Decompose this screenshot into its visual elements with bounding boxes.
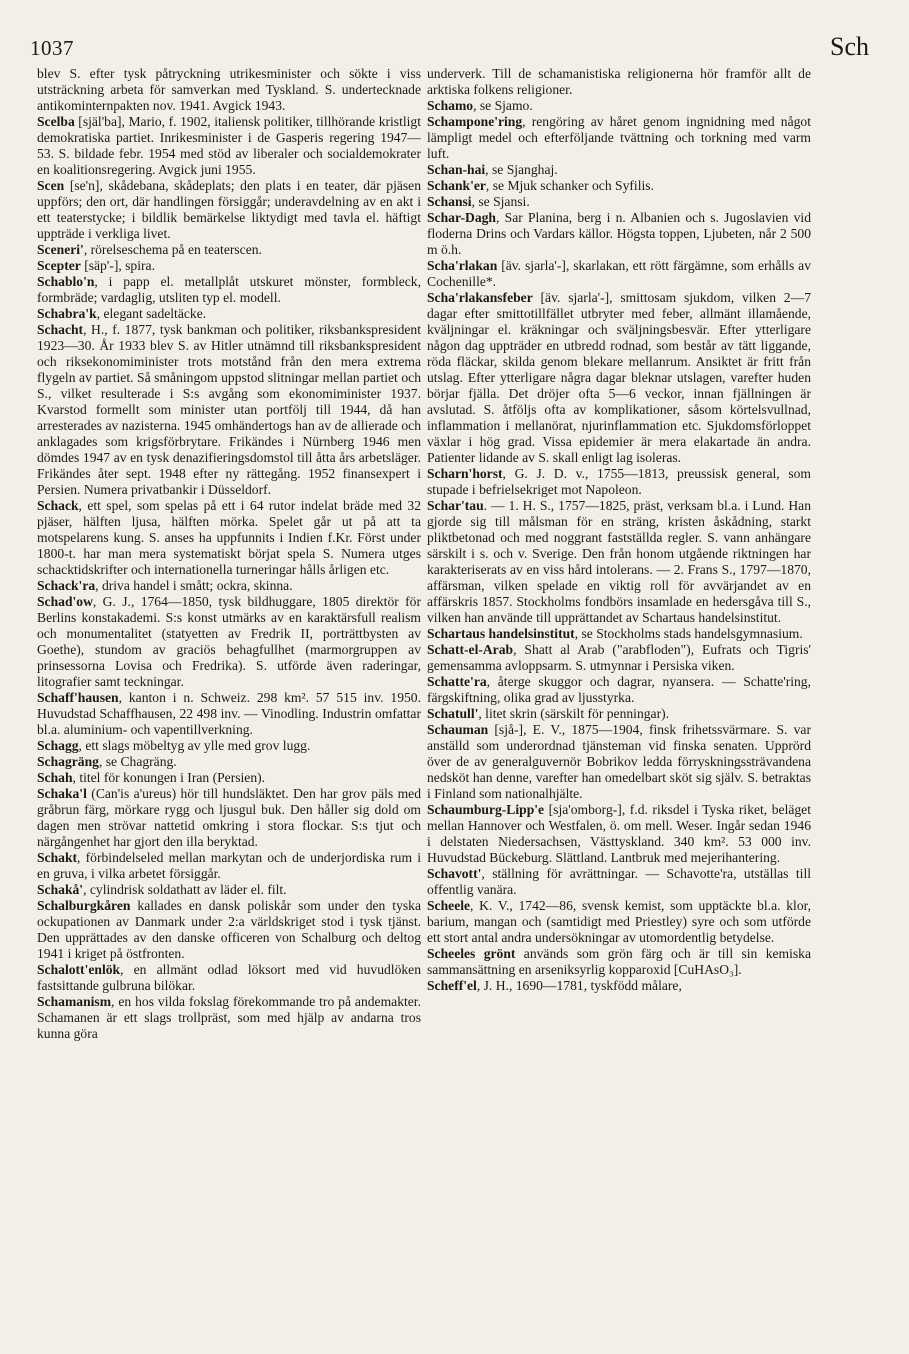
entry-text: , elegant sadeltäcke. bbox=[96, 306, 207, 321]
entry-left-0 bbox=[37, 66, 421, 114]
entry-text: används som grön färg och är till sin kemiska sammansättning en arseniksyrlig kopparoxid [CuHAsO₃]. bbox=[427, 946, 811, 977]
entry-left-19 bbox=[37, 962, 421, 994]
headword: Schank'er bbox=[427, 178, 486, 193]
headword: Schakå' bbox=[37, 882, 84, 897]
headword: Scen bbox=[37, 178, 65, 193]
entry-left-10 bbox=[37, 594, 421, 690]
headword: Schagg bbox=[37, 738, 79, 753]
entry-text: , H., f. 1877, tysk bankman och politiker, riksbankspresident 1923—30. År 1933 blev S. av Hitler utnämnd till riksbankspresident och riksekonomiminister trots motstånd från den mera extrema flygeln av partiet. Så småningom uppstod slitningar mellan partiet och S., vilket resulterade i S:s avgång som ekonomiminister 1937. Kvarstod formellt som minister utan portfölj till 1944, då han arresterades av nazisterna. 1945 omhändertogs han av de allierade och anklagades som krigsförbrytare. Frikändes i Nürnberg 1946 men dömdes 1947 av en tysk denazifieringsdomstol till åtta års arbetsläger. Frikändes åter sept. 1948 efter ny rättegång. 1952 finansexpert i Persien. Numera privatbankir i Düsseldorf. bbox=[37, 322, 421, 497]
entry-left-17 bbox=[37, 882, 421, 898]
entry-right-16 bbox=[427, 802, 811, 866]
left-column bbox=[37, 66, 421, 1346]
entry-right-20 bbox=[427, 978, 811, 994]
headword: Scepter bbox=[37, 258, 81, 273]
running-head: Sch bbox=[830, 32, 869, 61]
entry-text: , rengöring av håret genom ingnidning med något lämpligt medel och efterföljande tvättning och torkning med varm luft. bbox=[427, 114, 811, 161]
headword: Schavott' bbox=[427, 866, 482, 881]
entry-text: [själ'ba], Mario, f. 1902, italiensk politiker, tillhörande kristligt demokratiska partiet. Inrikesminister i de Gasperis regering 1947—53. S. bildade febr. 1954 med stöd av liberaler och socialdemokrater en koalitionsregering. Avgick juni 1955. bbox=[37, 114, 421, 177]
headword: Schalburgkåren bbox=[37, 898, 131, 913]
entry-text: , ställning för avrättningar. — Schavotte'ra, utställas till offentlig vanära. bbox=[427, 866, 811, 897]
entry-left-5 bbox=[37, 274, 421, 306]
entry-text: , ett slags möbeltyg av ylle med grov lugg. bbox=[78, 738, 311, 753]
headword: Schauman bbox=[427, 722, 489, 737]
entry-left-12 bbox=[37, 738, 421, 754]
entry-text: , G. J. D. v., 1755—1813, preussisk general, som stupade i befrielsekriget mot Napoleon. bbox=[427, 466, 811, 497]
headword: Schakt bbox=[37, 850, 78, 865]
headword: Schamo bbox=[427, 98, 474, 113]
entry-text: , se Sjanghaj. bbox=[485, 162, 558, 177]
entry-left-13 bbox=[37, 754, 421, 770]
entry-text: [se'n], skådebana, skådeplats; den plats i en teater, där pjäsen uppförs; den ort, där handlingen försiggår; underavdelning av en akt i ett teaterstycke; i bildlik bemärkelse liktydigt med tavla el. häftigt uppträde i verkliga livet. bbox=[37, 178, 421, 241]
entry-text: , litet skrin (särskilt för penningar). bbox=[478, 706, 670, 721]
headword: Schalott'enlök bbox=[37, 962, 121, 977]
headword: Sceneri' bbox=[37, 242, 84, 257]
headword: Schacht bbox=[37, 322, 84, 337]
entry-text: , driva handel i smått; ockra, skinna. bbox=[95, 578, 293, 593]
headword: Schamanism bbox=[37, 994, 112, 1009]
headword: Schatte'ra bbox=[427, 674, 487, 689]
headword: Schaff'hausen bbox=[37, 690, 119, 705]
headword: Schan-hai bbox=[427, 162, 486, 177]
entry-right-7 bbox=[427, 258, 811, 290]
entry-right-4 bbox=[427, 178, 811, 194]
entry-text: , se Mjuk schanker och Syfilis. bbox=[485, 178, 654, 193]
entry-text: , en hos vilda fokslag förekommande tro på andemakter. Schamanen är ett slags trollpräst, som med hjälp av andarna tros kunna göra bbox=[37, 994, 421, 1041]
entry-right-19 bbox=[427, 946, 811, 978]
headword: Schatt-el-Arab bbox=[427, 642, 514, 657]
headword: Scha'rlakan bbox=[427, 258, 498, 273]
entry-right-10 bbox=[427, 498, 811, 626]
entry-right-3 bbox=[427, 162, 811, 178]
entry-right-8 bbox=[427, 290, 811, 466]
entry-right-2 bbox=[427, 114, 811, 162]
entry-text: , Shatt al Arab ("arabfloden"), Eufrats och Tigris' gemensamma avloppsarm. S. utmynnar i Persiska viken. bbox=[427, 642, 811, 673]
page-number: 1037 bbox=[30, 36, 74, 60]
entry-left-1 bbox=[37, 114, 421, 178]
entry-right-17 bbox=[427, 866, 811, 898]
headword: Scharn'horst bbox=[427, 466, 503, 481]
entry-right-14 bbox=[427, 706, 811, 722]
entry-right-11 bbox=[427, 626, 811, 642]
entry-left-4 bbox=[37, 258, 421, 274]
headword: Schad'ow bbox=[37, 594, 93, 609]
entry-text: , Sar Planina, berg i n. Albanien och s. Jugoslavien vid floderna Drins och Vardars källor. Högsta toppen, Ljubeten, når 2 500 m ö.h. bbox=[427, 210, 811, 257]
entry-right-5 bbox=[427, 194, 811, 210]
entry-left-20 bbox=[37, 994, 421, 1042]
entry-right-1 bbox=[427, 98, 811, 114]
entry-text: blev S. efter tysk påtryckning utrikesminister och sökte i viss utsträckning arbeta för samverkan med Tyskland. S. undertecknade antikominternpakten nov. 1941. Avgick 1943. bbox=[37, 66, 421, 113]
entry-left-8 bbox=[37, 498, 421, 578]
entry-text: [äv. sjarla'-], smittosam sjukdom, vilken 2—7 dagar efter smittotillfället utbryter med feber, allmänt illamående, kväljningar el. kräkningar och sväljningsbesvär. Efter ytterligare någon dag uppträder en utbredd rodnad, som består av tätt liggande, röda fläckar, skilda genom blekare mellanrum. Ansiktet är fritt från utslag. Efter ytterligare några dagar bleknar utslagen, varefter huden börjar fjälla. Det dröjer ofta 5—6 veckor, innan fjällningen är avslutad. S. åtföljs ofta av komplikationer, såsom körtelsvullnad, inflammation i mellanörat, njurinflammation etc. Sjukdomsförloppet växlar i hög grad. Vissa epidemier är mera elakartade än andra. Patienter lidande av S. skall enligt lag isoleras. bbox=[427, 290, 811, 465]
entry-right-13 bbox=[427, 674, 811, 706]
entry-left-18 bbox=[37, 898, 421, 962]
entry-text: , se Sjansi. bbox=[471, 194, 530, 209]
headword: Schabra'k bbox=[37, 306, 97, 321]
headword: Schack'ra bbox=[37, 578, 96, 593]
headword: Schar'tau bbox=[427, 498, 484, 513]
headword: Schartaus handelsinstitut bbox=[427, 626, 575, 641]
entry-text: [sjå-], E. V., 1875—1904, finsk frihetssvärmare. S. var anställd som underordnad tjänsteman vid finska senaten. Upprörd över de av generalguvernör Bobrikov ledda förryskningssträvandena nedsköt han denne, varefter han omedelbart sköt sig själv. S. betraktas i Finland som nationalhjälte. bbox=[427, 722, 811, 801]
entry-text: , cylindrisk soldathatt av läder el. filt. bbox=[83, 882, 287, 897]
entry-left-16 bbox=[37, 850, 421, 882]
entry-left-7 bbox=[37, 322, 421, 498]
headword: Schaumburg-Lipp'e bbox=[427, 802, 545, 817]
entry-left-6 bbox=[37, 306, 421, 322]
headword: Schack bbox=[37, 498, 79, 513]
headword: Scheele bbox=[427, 898, 471, 913]
entry-right-6 bbox=[427, 210, 811, 258]
entry-text: , en allmänt odlad löksort med vid huvudlöken fastsittande gulbruna bilökar. bbox=[37, 962, 421, 993]
entry-text: . — 1. H. S., 1757—1825, präst, verksam bl.a. i Lund. Han gjorde sig till målsman för en sträng, kristen åskådning, starkt pliktbetonad och med noggrant fastställda regler. S. vann anhängare särskilt i s. och v. Sverige. Den från honom utgående riktningen har karakteriserats av en viss hård intolerans. — 2. Frans S., 1797—1870, affärsman, vilken spelade en viktig roll för avvärjandet av en affärskris 1857. Stockholms fondbörs insamlade en hedersgåva till S., vilken han använde till upprättandet av Schartaus handelsinstitut. bbox=[427, 498, 811, 625]
entry-right-0 bbox=[427, 66, 811, 98]
headword: Schah bbox=[37, 770, 73, 785]
entry-text: , rörelseschema på en teaterscen. bbox=[83, 242, 262, 257]
headword: Schaka'l bbox=[37, 786, 87, 801]
entry-text: , se Stockholms stads handelsgymnasium. bbox=[574, 626, 803, 641]
entry-text: , K. V., 1742—86, svensk kemist, som upptäckte bl.a. klor, barium, mangan och (samtidigt med Priestley) syre och som utförde ett stort antal andra undersökningar av utomordentlig betydelse. bbox=[427, 898, 811, 945]
headword: Schatull' bbox=[427, 706, 479, 721]
entry-left-2 bbox=[37, 178, 421, 242]
headword: Schar-Dagh bbox=[427, 210, 496, 225]
entry-text: [äv. sjarla'-], skarlakan, ett rött färgämne, som erhålls av Cochenille*. bbox=[427, 258, 811, 289]
entry-text: , J. H., 1690—1781, tyskfödd målare, bbox=[476, 978, 682, 993]
headword: Scheff'el bbox=[427, 978, 477, 993]
entry-text: , återge skuggor och dagrar, nyansera. — Schatte'ring, färgskiftning, olika grad av ljusstyrka. bbox=[427, 674, 811, 705]
entry-left-14 bbox=[37, 770, 421, 786]
entry-text: underverk. Till de schamanistiska religionerna hör framför allt de arktiska folkens religioner. bbox=[427, 66, 811, 97]
right-column bbox=[427, 66, 811, 1346]
entry-left-11 bbox=[37, 690, 421, 738]
entry-left-9 bbox=[37, 578, 421, 594]
entry-text: , förbindelseled mellan markytan och de underjordiska rum i en gruva, i vilka arbetet försiggår. bbox=[37, 850, 421, 881]
headword: Schablo'n bbox=[37, 274, 95, 289]
entry-text: , se Chagräng. bbox=[98, 754, 177, 769]
entry-text: kallades en dansk poliskår som under den tyska ockupationen av Danmark under 2:a världskriget stod i tysk tjänst. Den upprättades av den danske officeren von Schalburg och deltog 1941 i kriget på östfronten. bbox=[37, 898, 421, 961]
headword: Scelba bbox=[37, 114, 75, 129]
entry-left-3 bbox=[37, 242, 421, 258]
headword: Schampone'ring bbox=[427, 114, 523, 129]
entry-text: , kanton i n. Schweiz. 298 km². 57 515 inv. 1950. Huvudstad Schaffhausen, 22 498 inv. — Vinodling. Industrin omfattar bl.a. aluminium- och vapentillverkning. bbox=[37, 690, 421, 737]
entry-right-15 bbox=[427, 722, 811, 802]
entry-text: , se Sjamo. bbox=[473, 98, 533, 113]
entry-text: , titel för konungen i Iran (Persien). bbox=[72, 770, 266, 785]
entry-right-18 bbox=[427, 898, 811, 946]
headword: Schansi bbox=[427, 194, 472, 209]
entry-right-9 bbox=[427, 466, 811, 498]
headword: Scha'rlakansfeber bbox=[427, 290, 533, 305]
entry-text: [säp'-], spira. bbox=[80, 258, 155, 273]
entry-left-15 bbox=[37, 786, 421, 850]
entry-right-12 bbox=[427, 642, 811, 674]
headword: Schagräng bbox=[37, 754, 99, 769]
entry-text: [sja'omborg-], f.d. riksdel i Tyska riket, beläget mellan Hannover och Westfalen, ö. om mell. Weser. Ingår sedan 1946 i delstaten Niedersachsen, Västtyskland. 340 km². 53 000 inv. Huvudstad Bückeburg. Slättland. Lantbruk med mejerihantering. bbox=[427, 802, 811, 865]
entry-text: , G. J., 1764—1850, tysk bildhuggare, 1805 direktör för Berlins konstakademi. S:s konst utmärks av en karaktärsfull realism och monumentalitet (statyetten av Fredrik II, porträttbysten av Goethe), stundom av graciös behagfullhet (marmorgruppen av prinsessorna Lovisa och Fredrika). S. utförde även raderingar, litografier samt teckningar. bbox=[37, 594, 421, 689]
entry-text: , ett spel, som spelas på ett i 64 rutor indelat bräde med 32 pjäser, hälften ljusa, hälften mörka. Spelet går ut på att ta motspelarens kung. S. anses ha uppfunnits i Indien f.Kr. Först under 1800-t. har man mera systematiskt börjat spela S. Numera utges schacktidskrifter och internationella turneringar hålls årligen etc. bbox=[37, 498, 421, 577]
headword: Scheeles grönt bbox=[427, 946, 516, 961]
entry-text: (Can'is a'ureus) hör till hundsläktet. Den har grov päls med gråbrun färg, mörkare rygg och ljusgul buk. Den håller sig dold om dagen men strövar nattetid omkring i stora flockar. S:s tjut och närgångenhet har gjort den illa beryktad. bbox=[37, 786, 421, 849]
entry-text: , i papp el. metallplåt utskuret mönster, formbleck, formbräde; vardaglig, utsliten typ el. modell. bbox=[37, 274, 421, 305]
